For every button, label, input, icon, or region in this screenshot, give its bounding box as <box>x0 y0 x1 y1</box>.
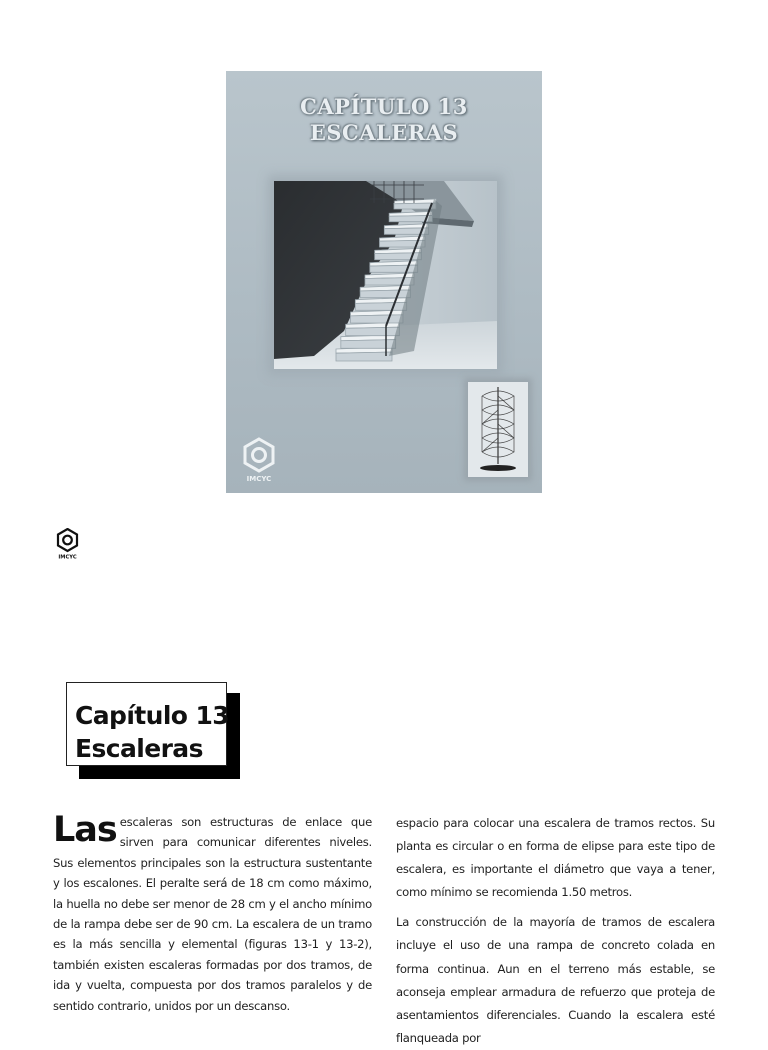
chapter-heading <box>75 699 229 765</box>
stair-riser <box>341 340 396 349</box>
stair-riser <box>365 278 414 286</box>
stair-riser <box>355 302 406 310</box>
stair-riser <box>360 290 410 298</box>
cover-title-line1: CAPÍTULO 13 <box>300 94 468 119</box>
stair-riser <box>351 315 404 323</box>
staircase-photo <box>274 181 497 369</box>
cover-title-line2: ESCALERAS <box>309 120 459 145</box>
side-logo-text: IMCYC <box>58 554 77 560</box>
intro-paragraph <box>53 812 372 1016</box>
paragraph-construction: La construcción de la mayoría de tramos de escalera incluye el uso de una rampa de concreto colada en forma continua. Aun en el terreno más estable, se aconseja emplear armadura de refuerzo que proteja de asentamientos diferenciales. Cuando la escalera esté flanqueada por <box>396 915 715 1045</box>
imcyc-small-logo-icon <box>55 528 80 560</box>
intro-text: escaleras son estructuras de enlace que sirven para comunicar diferentes niveles. Sus elementos principales son la estructura sustentante y los escalones. El peralte será de 18 cm como máximo, la huella no debe ser menor de 28 cm y el ancho mínimo de la rampa debe ser de 90 cm. La escalera de un tramo es la más sencilla y elemental (figuras 13-1 y 13-2), también existen escaleras formadas por dos tramos, de ida y vuelta, compuesta por dos tramos paralelos y de sentido contrario, unidos por un descanso. <box>53 815 372 1013</box>
right-text-column <box>396 812 715 1050</box>
staircase-illustration <box>274 181 497 369</box>
left-text-column <box>53 812 372 1016</box>
cover-logo-text: IMCYC <box>246 475 272 483</box>
chapter-name: Escaleras <box>75 734 203 763</box>
dropcap: Las <box>53 810 117 850</box>
spiral-staircase-icon <box>468 382 528 477</box>
stair-riser <box>375 253 422 260</box>
stair-riser <box>370 265 418 272</box>
imcyc-logo-icon <box>242 437 276 483</box>
chapter-cover-image <box>226 71 542 493</box>
stair-riser <box>346 327 400 336</box>
spiral-staircase-drawing <box>468 382 528 477</box>
chapter-number: Capítulo 13 <box>75 701 230 730</box>
paragraph-spiral: espacio para colocar una escalera de tramos rectos. Su planta es circular o en forma de elipse para este tipo de escalera, es importante el diámetro que vaya a tener, como mínimo se recomienda 1.50 metros. <box>396 816 715 900</box>
stair-riser <box>336 352 392 361</box>
